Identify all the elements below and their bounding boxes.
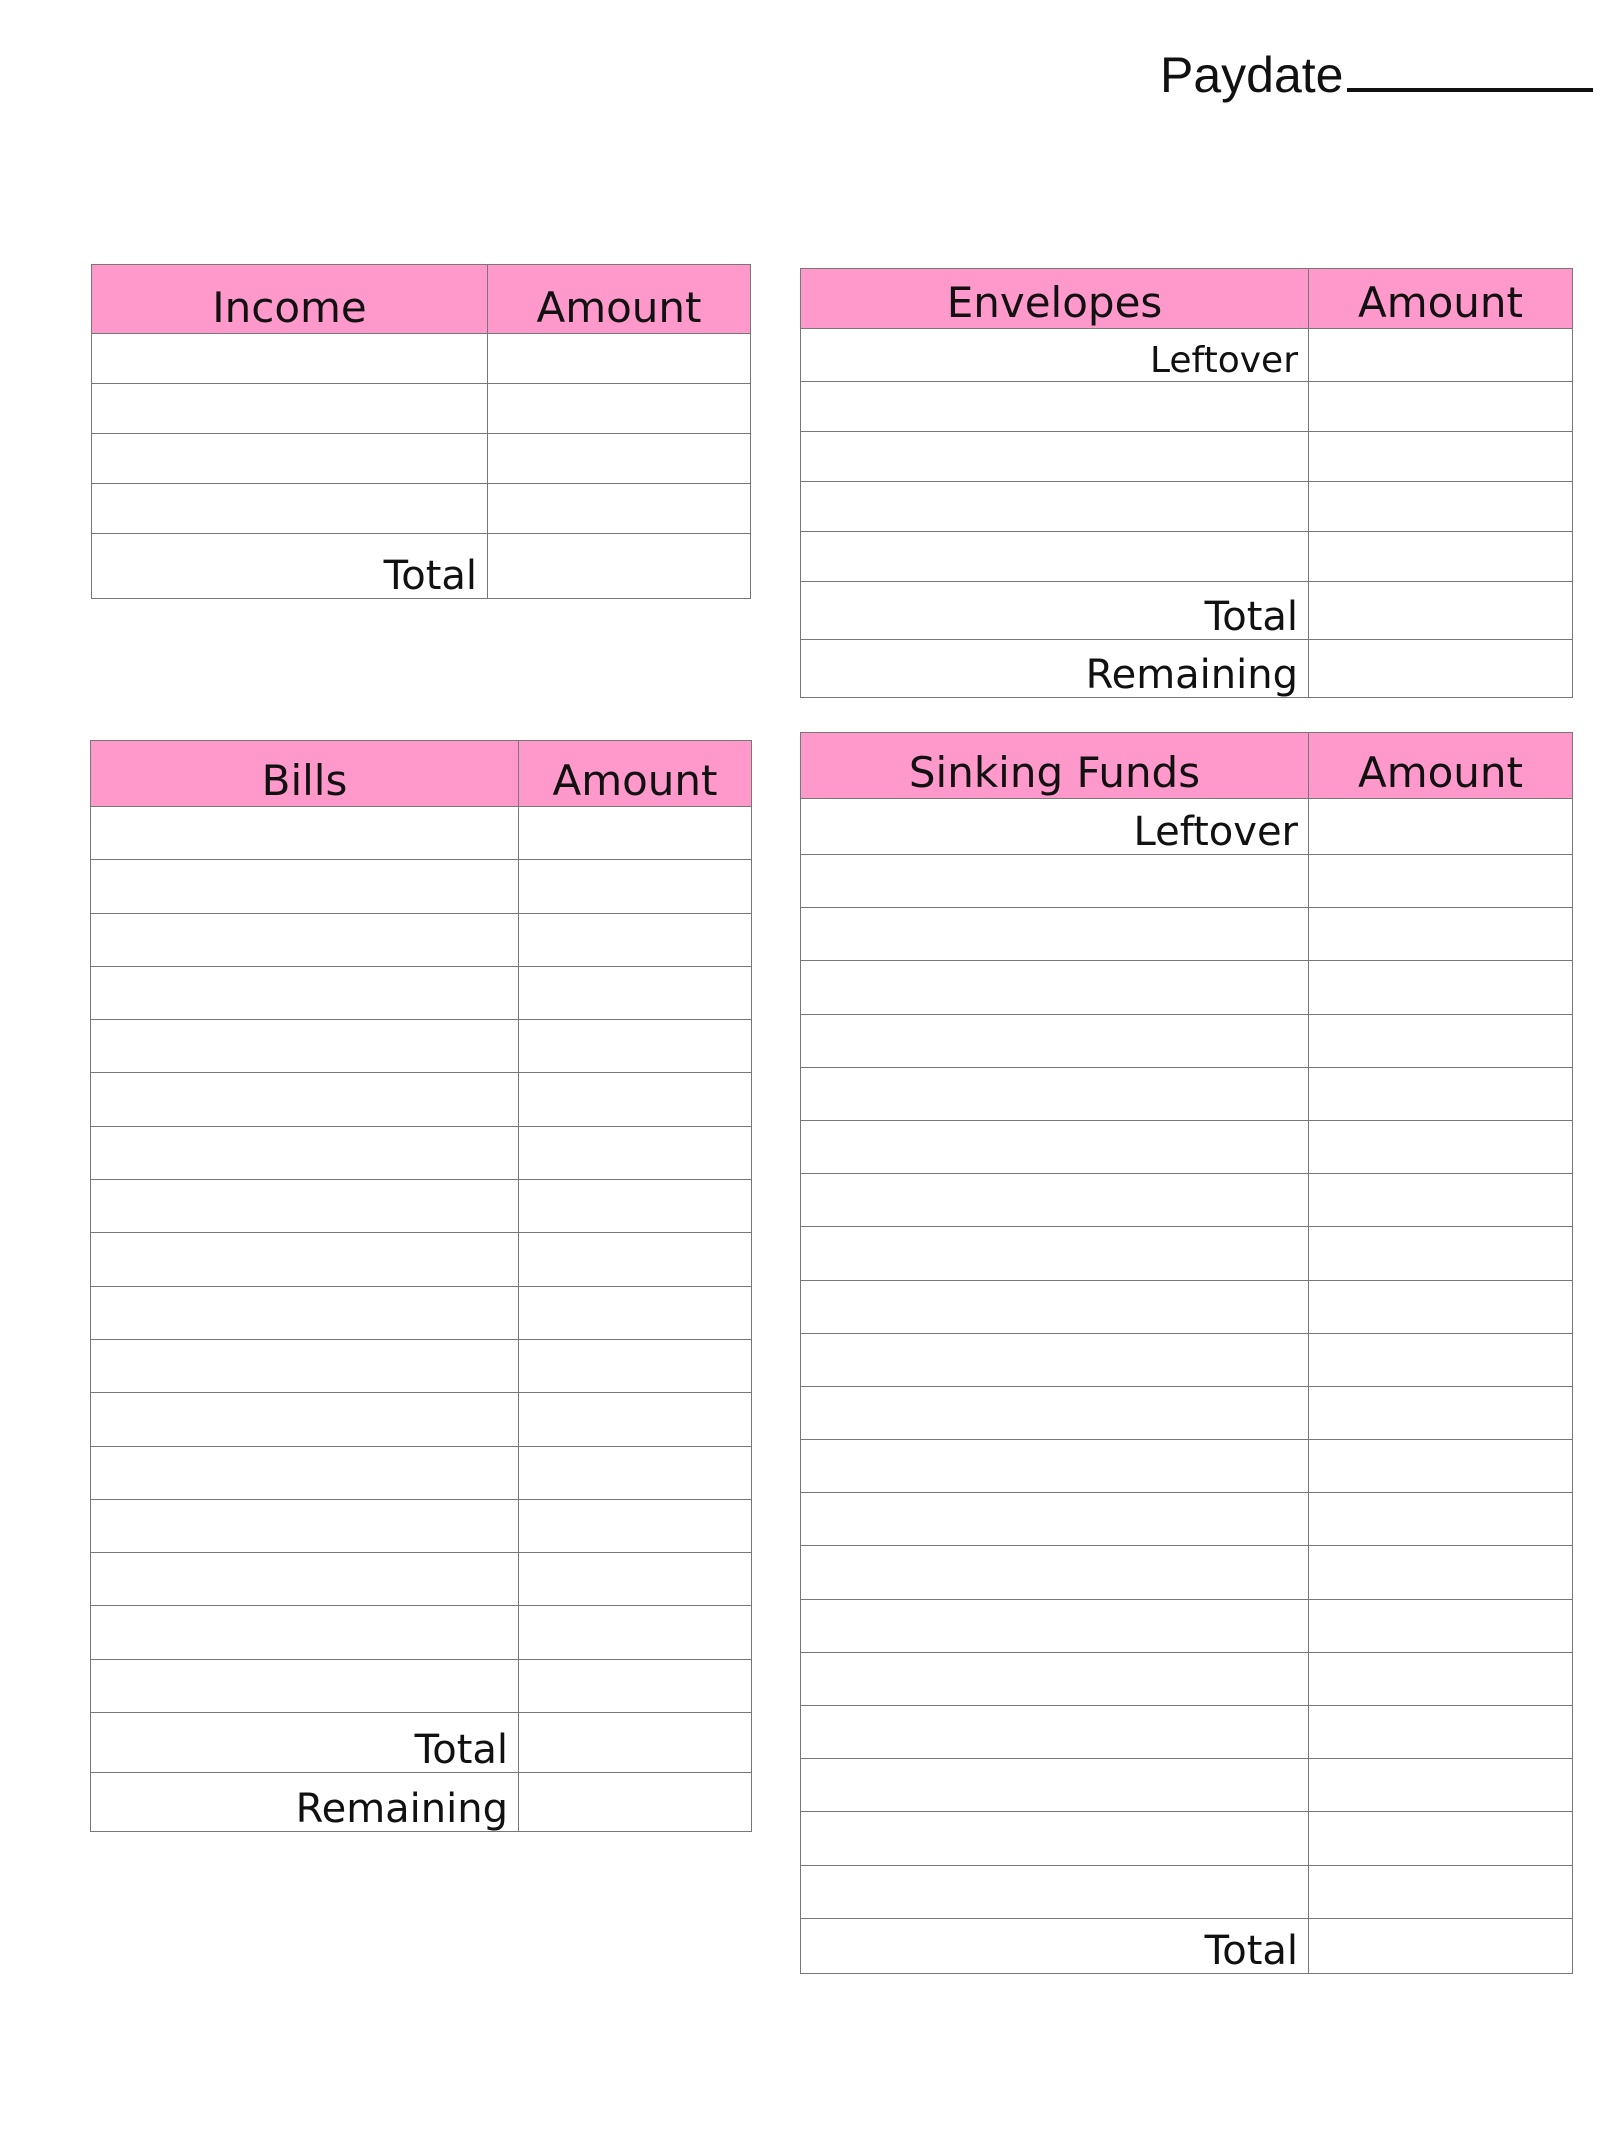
bills-header-row xyxy=(91,741,752,807)
bills-item-cell[interactable] xyxy=(91,1606,519,1659)
envelopes-item-cell[interactable] xyxy=(801,532,1309,582)
sinking-funds-total-label: Total xyxy=(801,1918,1309,1973)
bills-item-cell[interactable] xyxy=(91,1180,519,1233)
bills-item-cell[interactable] xyxy=(91,1073,519,1126)
sinking-funds-amount-cell[interactable] xyxy=(1309,1227,1573,1280)
envelopes-row xyxy=(801,482,1573,532)
envelopes-remaining-amount[interactable] xyxy=(1309,640,1573,698)
bills-item-cell[interactable] xyxy=(91,966,519,1019)
sinking-funds-row xyxy=(801,1174,1573,1227)
sinking-funds-row xyxy=(801,1652,1573,1705)
bills-row xyxy=(91,1073,752,1126)
sinking-funds-amount-cell[interactable] xyxy=(1309,1280,1573,1333)
sinking-funds-amount-cell[interactable] xyxy=(1309,1812,1573,1865)
sinking-funds-row xyxy=(801,1865,1573,1918)
bills-amount-cell[interactable] xyxy=(519,1339,752,1392)
envelopes-item-cell[interactable] xyxy=(801,382,1309,432)
envelopes-header-row xyxy=(801,269,1573,329)
bills-row xyxy=(91,1233,752,1286)
sinking-funds-item-cell[interactable] xyxy=(801,1333,1309,1386)
sinking-funds-item-cell[interactable] xyxy=(801,1440,1309,1493)
envelopes-leftover-amount[interactable] xyxy=(1309,329,1573,382)
sinking-funds-amount-header: Amount xyxy=(1309,733,1573,799)
bills-amount-cell[interactable] xyxy=(519,1553,752,1606)
income-item-cell[interactable] xyxy=(92,334,488,384)
sinking-funds-header-row xyxy=(801,733,1573,799)
income-row xyxy=(92,334,751,384)
bills-item-cell[interactable] xyxy=(91,1233,519,1286)
bills-rows xyxy=(91,807,752,1713)
bills-row xyxy=(91,913,752,966)
income-item-cell[interactable] xyxy=(92,384,488,434)
sinking-funds-item-cell[interactable] xyxy=(801,1546,1309,1599)
envelopes-amount-cell[interactable] xyxy=(1309,382,1573,432)
sinking-funds-item-cell[interactable] xyxy=(801,1599,1309,1652)
bills-row xyxy=(91,1393,752,1446)
bills-total-amount[interactable] xyxy=(519,1713,752,1773)
sinking-funds-item-cell[interactable] xyxy=(801,1227,1309,1280)
sinking-funds-row xyxy=(801,855,1573,908)
income-amount-header: Amount xyxy=(488,265,751,334)
paydate-blank-line[interactable] xyxy=(1347,88,1593,92)
sinking-funds-item-cell[interactable] xyxy=(801,908,1309,961)
bills-remaining-label: Remaining xyxy=(91,1773,519,1832)
bills-amount-header: Amount xyxy=(519,741,752,807)
bills-row xyxy=(91,1180,752,1233)
sinking-funds-item-cell[interactable] xyxy=(801,1706,1309,1759)
sinking-funds-amount-cell[interactable] xyxy=(1309,1014,1573,1067)
income-row xyxy=(92,384,751,434)
sinking-funds-item-cell[interactable] xyxy=(801,1386,1309,1439)
bills-amount-cell[interactable] xyxy=(519,1180,752,1233)
envelopes-amount-header: Amount xyxy=(1309,269,1573,329)
sinking-funds-row xyxy=(801,1493,1573,1546)
sinking-funds-amount-cell[interactable] xyxy=(1309,1759,1573,1812)
sinking-funds-leftover-amount[interactable] xyxy=(1309,799,1573,855)
sinking-funds-amount-cell[interactable] xyxy=(1309,855,1573,908)
sinking-funds-row xyxy=(801,1759,1573,1812)
bills-row xyxy=(91,1499,752,1552)
sinking-funds-item-cell[interactable] xyxy=(801,1067,1309,1120)
bills-item-cell[interactable] xyxy=(91,1339,519,1392)
income-total-amount[interactable] xyxy=(488,534,751,599)
income-amount-cell[interactable] xyxy=(488,484,751,534)
bills-amount-cell[interactable] xyxy=(519,1073,752,1126)
envelopes-remaining-label: Remaining xyxy=(801,640,1309,698)
bills-item-cell[interactable] xyxy=(91,807,519,860)
bills-row xyxy=(91,1606,752,1659)
bills-amount-cell[interactable] xyxy=(519,1233,752,1286)
sinking-funds-amount-cell[interactable] xyxy=(1309,1493,1573,1546)
sinking-funds-row xyxy=(801,1333,1573,1386)
bills-amount-cell[interactable] xyxy=(519,966,752,1019)
bills-row xyxy=(91,1286,752,1339)
sinking-funds-amount-cell[interactable] xyxy=(1309,1174,1573,1227)
bills-item-cell[interactable] xyxy=(91,860,519,913)
sinking-funds-item-cell[interactable] xyxy=(801,1280,1309,1333)
sinking-funds-amount-cell[interactable] xyxy=(1309,1706,1573,1759)
bills-row xyxy=(91,1126,752,1179)
bills-row xyxy=(91,1446,752,1499)
sinking-funds-amount-cell[interactable] xyxy=(1309,1386,1573,1439)
income-amount-cell[interactable] xyxy=(488,434,751,484)
bills-item-cell[interactable] xyxy=(91,913,519,966)
bills-row xyxy=(91,1020,752,1073)
income-amount-cell[interactable] xyxy=(488,334,751,384)
paydate-label: Paydate xyxy=(1160,47,1344,103)
sinking-funds-leftover-label: Leftover xyxy=(801,799,1309,855)
bills-header: Bills xyxy=(91,741,519,807)
envelopes-header: Envelopes xyxy=(801,269,1309,329)
sinking-funds-item-cell[interactable] xyxy=(801,1759,1309,1812)
sinking-funds-row xyxy=(801,1812,1573,1865)
sinking-funds-item-cell[interactable] xyxy=(801,1812,1309,1865)
envelopes-amount-cell[interactable] xyxy=(1309,432,1573,482)
sinking-funds-amount-cell[interactable] xyxy=(1309,1652,1573,1705)
bills-row xyxy=(91,966,752,1019)
bills-amount-cell[interactable] xyxy=(519,807,752,860)
envelopes-table xyxy=(800,268,1573,698)
bills-amount-cell[interactable] xyxy=(519,1126,752,1179)
income-header: Income xyxy=(92,265,488,334)
bills-table xyxy=(90,740,752,1832)
bills-remaining-amount[interactable] xyxy=(519,1773,752,1832)
sinking-funds-row xyxy=(801,1599,1573,1652)
bills-amount-cell[interactable] xyxy=(519,1499,752,1552)
sinking-funds-amount-cell[interactable] xyxy=(1309,908,1573,961)
bills-row xyxy=(91,1659,752,1712)
sinking-funds-amount-cell[interactable] xyxy=(1309,1120,1573,1173)
sinking-funds-item-cell[interactable] xyxy=(801,961,1309,1014)
sinking-funds-amount-cell[interactable] xyxy=(1309,961,1573,1014)
sinking-funds-row xyxy=(801,1440,1573,1493)
bills-item-cell[interactable] xyxy=(91,1020,519,1073)
income-total-row xyxy=(92,534,751,599)
sinking-funds-table xyxy=(800,732,1573,1974)
income-header-row xyxy=(92,265,751,334)
envelopes-total-amount[interactable] xyxy=(1309,582,1573,640)
sinking-funds-amount-cell[interactable] xyxy=(1309,1440,1573,1493)
envelopes-leftover-row xyxy=(801,329,1573,382)
sinking-funds-row xyxy=(801,1067,1573,1120)
income-row xyxy=(92,434,751,484)
bills-row xyxy=(91,860,752,913)
bills-remaining-row xyxy=(91,1773,752,1832)
bills-amount-cell[interactable] xyxy=(519,913,752,966)
sinking-funds-row xyxy=(801,1014,1573,1067)
envelopes-item-cell[interactable] xyxy=(801,482,1309,532)
bills-amount-cell[interactable] xyxy=(519,1393,752,1446)
bills-item-cell[interactable] xyxy=(91,1126,519,1179)
sinking-funds-total-amount[interactable] xyxy=(1309,1918,1573,1973)
sinking-funds-row xyxy=(801,1706,1573,1759)
income-row xyxy=(92,484,751,534)
bills-item-cell[interactable] xyxy=(91,1446,519,1499)
envelopes-amount-cell[interactable] xyxy=(1309,532,1573,582)
sinking-funds-item-cell[interactable] xyxy=(801,1493,1309,1546)
income-table xyxy=(91,264,751,599)
envelopes-leftover-label: Leftover xyxy=(801,329,1309,382)
sinking-funds-header: Sinking Funds xyxy=(801,733,1309,799)
bills-row xyxy=(91,807,752,860)
sinking-funds-row xyxy=(801,1546,1573,1599)
sinking-funds-amount-cell[interactable] xyxy=(1309,1067,1573,1120)
income-amount-cell[interactable] xyxy=(488,384,751,434)
income-total-label: Total xyxy=(92,534,488,599)
bills-amount-cell[interactable] xyxy=(519,1020,752,1073)
sinking-funds-item-cell[interactable] xyxy=(801,1014,1309,1067)
sinking-funds-row xyxy=(801,1120,1573,1173)
bills-item-cell[interactable] xyxy=(91,1393,519,1446)
bills-row xyxy=(91,1553,752,1606)
envelopes-total-row xyxy=(801,582,1573,640)
envelopes-row xyxy=(801,532,1573,582)
bills-row xyxy=(91,1339,752,1392)
bills-amount-cell[interactable] xyxy=(519,860,752,913)
sinking-funds-row xyxy=(801,1280,1573,1333)
bills-item-cell[interactable] xyxy=(91,1286,519,1339)
bills-total-label: Total xyxy=(91,1713,519,1773)
envelopes-row xyxy=(801,382,1573,432)
paydate-field xyxy=(1160,40,1593,110)
bills-amount-cell[interactable] xyxy=(519,1286,752,1339)
income-item-cell[interactable] xyxy=(92,484,488,534)
envelopes-rows xyxy=(801,382,1573,582)
bills-item-cell[interactable] xyxy=(91,1553,519,1606)
bills-item-cell[interactable] xyxy=(91,1659,519,1712)
sinking-funds-amount-cell[interactable] xyxy=(1309,1546,1573,1599)
bills-total-row xyxy=(91,1713,752,1773)
sinking-funds-item-cell[interactable] xyxy=(801,1174,1309,1227)
sinking-funds-amount-cell[interactable] xyxy=(1309,1333,1573,1386)
sinking-funds-row xyxy=(801,1227,1573,1280)
bills-amount-cell[interactable] xyxy=(519,1659,752,1712)
envelopes-row xyxy=(801,432,1573,482)
income-rows xyxy=(92,334,751,534)
bills-amount-cell[interactable] xyxy=(519,1606,752,1659)
bills-amount-cell[interactable] xyxy=(519,1446,752,1499)
sinking-funds-rows xyxy=(801,855,1573,1919)
sinking-funds-amount-cell[interactable] xyxy=(1309,1865,1573,1918)
envelopes-amount-cell[interactable] xyxy=(1309,482,1573,532)
bills-item-cell[interactable] xyxy=(91,1499,519,1552)
sinking-funds-row xyxy=(801,961,1573,1014)
sinking-funds-item-cell[interactable] xyxy=(801,855,1309,908)
sinking-funds-amount-cell[interactable] xyxy=(1309,1599,1573,1652)
sinking-funds-total-row xyxy=(801,1918,1573,1973)
envelopes-remaining-row xyxy=(801,640,1573,698)
sinking-funds-item-cell[interactable] xyxy=(801,1652,1309,1705)
sinking-funds-item-cell[interactable] xyxy=(801,1120,1309,1173)
sinking-funds-leftover-row xyxy=(801,799,1573,855)
sinking-funds-row xyxy=(801,908,1573,961)
sinking-funds-item-cell[interactable] xyxy=(801,1865,1309,1918)
envelopes-item-cell[interactable] xyxy=(801,432,1309,482)
income-item-cell[interactable] xyxy=(92,434,488,484)
envelopes-total-label: Total xyxy=(801,582,1309,640)
sinking-funds-row xyxy=(801,1386,1573,1439)
